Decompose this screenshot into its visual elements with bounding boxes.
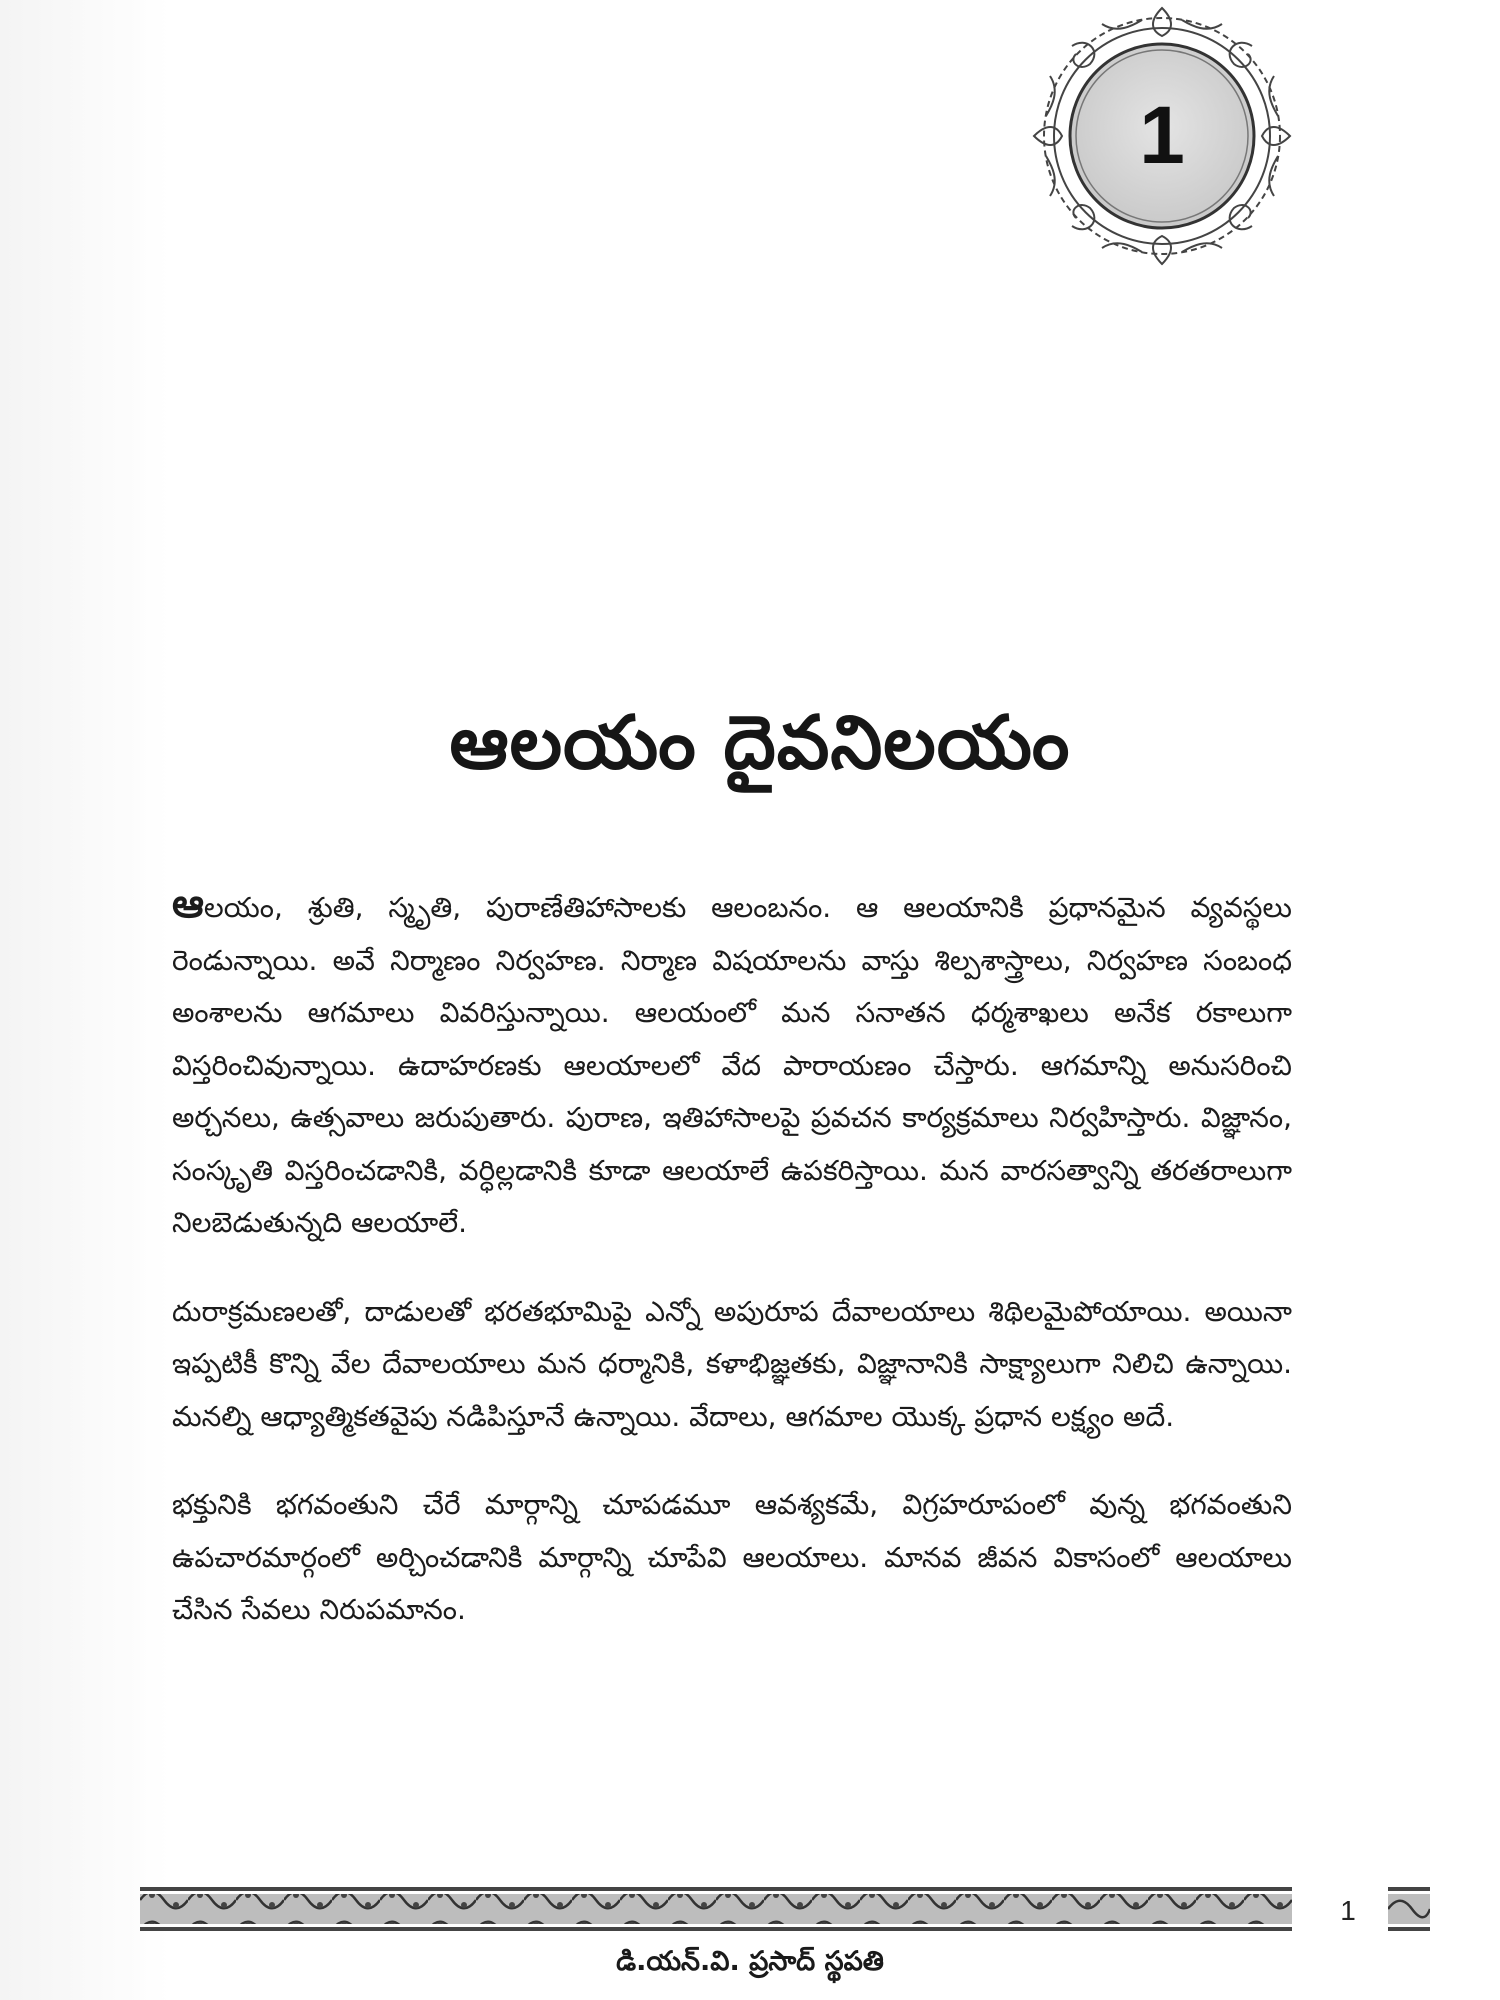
chapter-medallion xyxy=(1032,6,1292,266)
floral-border-icon xyxy=(1388,1885,1430,1933)
paragraph: భక్తునికి భగవంతుని చేరే మార్గాన్ని చూపడమూ ఆవశ్యకమే, విగ్రహరూపంలో వున్న భగవంతుని ఉపచారమార్గంలో అర్చించడానికి మార్గాన్ని చూపేవి ఆలయాలు. మానవ జీవన వికాసంలో ఆలయాలు చేసిన సేవలు నిరుపమానం. xyxy=(172,1488,1292,1626)
paragraph: ఆలయం, శ్రుతి, స్మృతి, పురాణేతిహాసాలకు ఆలంబనం. ఆ ఆలయానికి ప్రధానమైన వ్యవస్థలు రెండున్నాయి. అవే నిర్మాణం నిర్వహణ. నిర్మాణ విషయాలను వాస్తు శిల్పశాస్త్రాలు, నిర్వహణ సంబంధ అంశాలను ఆగమాలు వివరిస్తున్నాయి. ఆలయంలో మన సనాతన ధర్మశాఖలు అనేక రకాలుగా విస్తరించివున్నాయి. ఉదాహరణకు ఆలయాలలో వేద పారాయణం చేస్తారు. ఆగమాన్ని అనుసరించి అర్చనలు, ఉత్సవాలు జరుపుతారు. పురాణ, ఇతిహాసాలపై ప్రవచన కార్యక్రమాలు నిర్వహిస్తారు. విజ్ఞానం, సంస్కృతి విస్తరించడానికి, వర్ధిల్లడానికి కూడా ఆలయాలే ఉపకరిస్తాయి. మన వారసత్వాన్ని తరతరాలుగా నిలబెడుతున్నది ఆలయాలే. xyxy=(172,881,1292,1239)
chapter-body xyxy=(172,878,1292,1673)
paragraph: దురాక్రమణలతో, దాడులతో భరతభూమిపై ఎన్నో అపురూప దేవాలయాలు శిథిలమైపోయాయి. అయినా ఇప్పటికీ కొన్ని వేల దేవాలయాలు మన ధర్మానికి, కళాభిజ్ఞతకు, విజ్ఞానానికి సాక్ష్యాలుగా నిలిచి ఉన్నాయి. మనల్ని ఆధ్యాత్మికతవైపు నడిపిస్తూనే ఉన్నాయి. వేదాలు, ఆగమాల యొక్క ప్రధాన లక్ష్యం అదే. xyxy=(172,1294,1292,1433)
page-number: 1 xyxy=(1340,1895,1356,1926)
chapter-title: ఆలయం దైవనిలయం xyxy=(449,700,1071,786)
chapter-number: 1 xyxy=(1139,90,1185,181)
page-gutter-shade xyxy=(0,0,170,2000)
author-credit: డి.యన్.వి. ప్రసాద్ స్థపతి xyxy=(616,1946,884,1977)
floral-border-icon xyxy=(140,1885,1292,1933)
